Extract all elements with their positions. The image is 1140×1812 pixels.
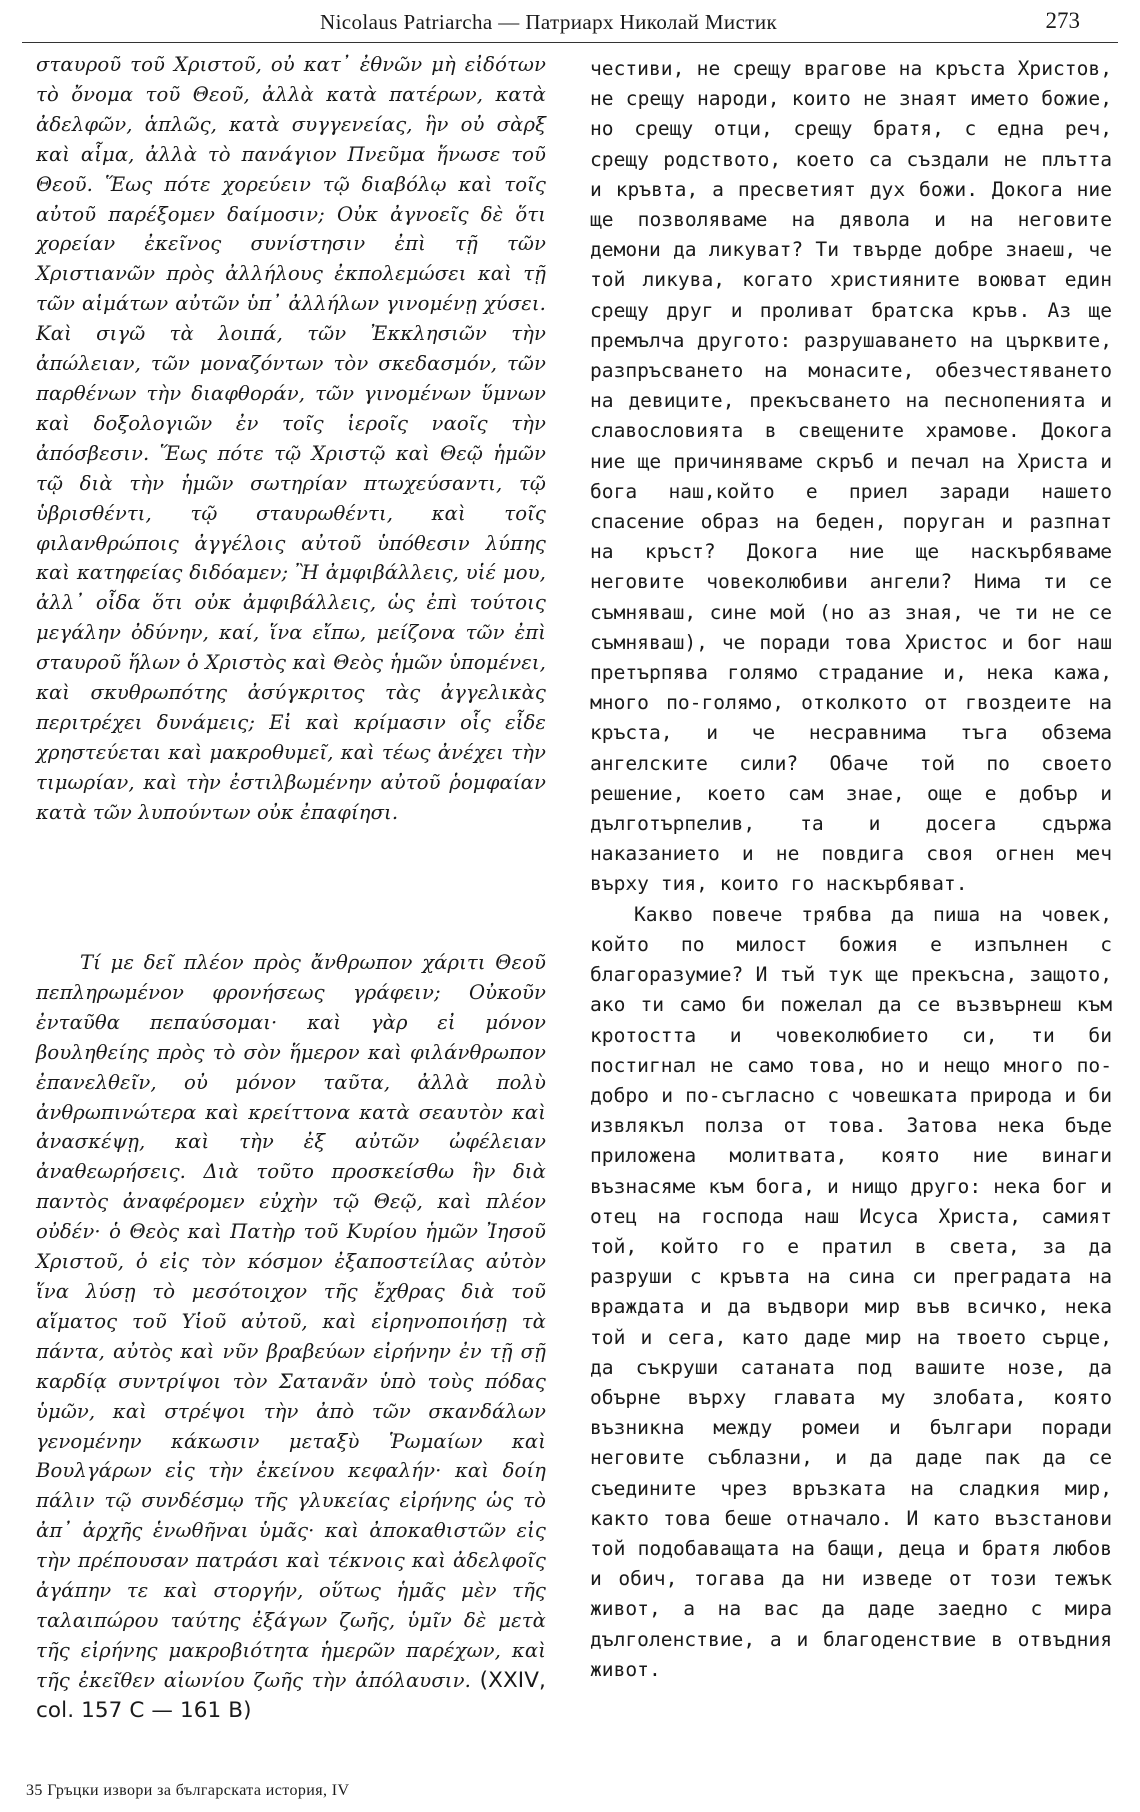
- running-title: Nicolaus Patriarcha — Патриарх Николай Мистик: [320, 10, 778, 34]
- greek-paragraph-2-text: Τί με δεῖ πλέον πρὸς ἄνθρωπον χάριτι Θεοῦ πεπληρωμένον φρονήσεως γράφειν; Οὐκοῦν ἐνταῦθα πεπαύσομαι· καὶ γὰρ εἰ μόνον βουληθείης πρὸς τὸ σὸν ἥμερον καὶ φιλάνθρωπον ἐπανελθεῖν, οὐ μόνον ταῦτα, ἀλλὰ πολὺ ἀνθρωπινώτερα καὶ κρείττονα κατὰ σεαυτὸν καὶ ἀνασκέψῃ, καὶ τὴν ἐξ αὐτῶν ὠφέλειαν ἀναθεωρήσεις. Διὰ τοῦτο προσκείσθω ἣν διὰ παντὸς ἀναφέρομεν εὐχὴν τῷ Θεῷ, καὶ πλέον οὐδέν· ὁ Θεὸς καὶ Πατὴρ τοῦ Κυρίου ἡμῶν Ἰησοῦ Χριστοῦ, ὁ εἰς τὸν κόσμον ἐξαποστείλας αὐτὸν ἵνα λύσῃ τὸ μεσότοιχον τῆς ἔχθρας διὰ τοῦ αἵματος τοῦ Υἱοῦ αὐτοῦ, καὶ εἰρηνοποιήσῃ τὰ πάντα, αὐτὸς καὶ νῦν βραβεύων εἰρήνην ἐν τῇ σῇ καρδίᾳ συντρίψοι τὸν Σατανᾶν ὑπὸ τοὺς πόδας ὑμῶν, καὶ στρέψοι τὴν ἀπὸ τῶν σκανδάλων γενομένην κάκωσιν μεταξὺ Ῥωμαίων καὶ Βουλγάρων εἰς τὴν ἐκείνου κεφαλήν· καὶ δοίη πάλιν τῷ συνδέσμῳ τῆς γλυκείας εἰρήνης ὡς τὸ ἀπ᾿ ἀρχῆς ἑνωθῆναι ὑμᾶς· καὶ ἀποκαθιστῶν εἰς τὴν πρέπουσαν πατράσι καὶ τέκνοις καὶ ἀδελφοῖς ἀγάπην τε καὶ στοργήν, οὕτως ἡμᾶς μὲν τῆς ταλαιπώρου ταύτης ἐξάγων ζωῆς, ὑμῖν δὲ μετὰ τῆς εἰρήνης μακροβιότητα ἡμερῶν παρέχων, καὶ τῆς ἐκεῖθεν αἰωνίου ζωῆς τὴν ἀπόλαυσιν.: [36, 951, 546, 1692]
- header-rule: [22, 42, 1118, 43]
- greek-paragraph-1: σταυροῦ τοῦ Χριστοῦ, οὐ κατ᾿ ἐθνῶν μὴ εἰδότων τὸ ὄνομα τοῦ Θεοῦ, ἀλλὰ κατὰ πατέρων, κατὰ ἀδελφῶν, ἁπλῶς, κατὰ συγγενείας, ἣν οὐ σὰρξ καὶ αἷμα, ἀλλὰ τὸ πανάγιον Πνεῦμα ἥνωσε τοῦ Θεοῦ. Ἕως πότε χορεύειν τῷ διαβόλῳ καὶ τοῖς αὐτοῦ παρέξομεν δαίμοσιν; Οὐκ ἀγνοεῖς δὲ ὅτι χορείαν ἐκεῖνος συνίστησιν ἐπὶ τῇ τῶν Χριστιανῶν πρὸς ἀλλήλους ἐκπολεμώσει καὶ τῇ τῶν αἱμάτων αὐτῶν ὑπ᾿ ἀλλήλων γινομένῃ χύσει. Καὶ σιγῶ τὰ λοιπά, τῶν Ἐκκλησιῶν τὴν ἀπώλειαν, τῶν μοναζόντων τὸν σκεδασμόν, τῶν παρθένων τὴν διαφθοράν, τῶν γινομένων ὕμνων καὶ δοξολογιῶν ἐν τοῖς ἱεροῖς ναοῖς τὴν ἀπόσβεσιν. Ἕως πότε τῷ Χριστῷ καὶ Θεῷ ἡμῶν τῷ διὰ τὴν ἡμῶν σωτηρίαν πτωχεύσαντι, τῷ ὑβρισθέντι, τῷ σταυρωθέντι, καὶ τοῖς φιλανθρώποις ἀγγέλοις αὐτοῦ ὑπόθεσιν λύπης καὶ κατηφείας διδόαμεν; Ἢ ἀμφιβάλλεις, υἱέ μου, ἀλλ᾿ οἶδα ὅτι οὐκ ἀμφιβάλλεις, ὡς ἐπὶ τούτοις μεγάλην ὀδύνην, καί, ἵνα εἴπω, μείζονα τῶν ἐπὶ σταυροῦ ἥλων ὁ Χριστὸς καὶ Θεὸς ἡμῶν ὑπομένει, καὶ σκυθρωπότης ἀσύγκριτος τὰς ἀγγελικὰς περιτρέχει δυνάμεις; Εἰ καὶ κρίμασιν οἷς εἶδε χρηστεύεται καὶ μακροθυμεῖ, καὶ τέως ἀνέχει τὴν τιμωρίαν, καὶ τὴν ἐστιλβωμένην αὐτοῦ ῥομφαίαν κατὰ τῶν λυπούντων οὐκ ἐπαφίησι.: [36, 53, 546, 824]
- greek-column-paragraph-2: [36, 948, 546, 1726]
- bulgarian-paragraph-1: честиви, не срещу врагове на кръста Христов, не срещу народи, които не знаят името божие, но срещу отци, срещу братя, с една реч, срещу родството, което са създали не плътта и кръвта, а пресветият дух божи. Докога ние ще позволяваме на дявола и на неговите демони да ликуват? Ти твърде добре знаеш, че той ликува, когато християните воюват един срещу друг и проливат братска кръв. Аз ще премълча другото: разрушаването на църквите, разпръсването на монасите, обезчестяването на девиците, прекъсването на песнопенията и славословията в свещените храмове. Докога ние ще причиняваме скръб и печал на Христа и бога наш,който е приел заради нашето спасение образ на беден, поруган и разпнат на кръст? Докога ние ще наскърбяваме неговите човеколюбиви ангели? Нима ти се съмняваш, сине мой (но аз зная, че ти не се съмняваш), че поради това Христос и бог наш претърпява голямо страдание и, нека кажа, много по-голямо, отколкото от гвоздеите на кръста, и че несравнима тъга обзема ангелските сили? Обаче той по своето решение, което сам знае, още е добър и дълготърпелив, та и досега сдържа наказанието и не повдига своя огнен меч върху тия, които го наскърбяват.: [590, 57, 1112, 896]
- running-header: [320, 6, 1080, 38]
- bulgarian-column: [590, 54, 1112, 1685]
- greek-paragraph-2: [36, 948, 546, 1726]
- page-number: 273: [1045, 8, 1080, 33]
- bulgarian-paragraph-2: Какво повече трябва да пиша на човек, който по милост божия е изпълнен с благоразумие? И тъй тук ще прекъсна, защото, ако ти само би пожелал да се възвърнеш към кротостта и човеколюбието си, ти би постигнал не само това, но и нещо много по-добро и по-съгласно с човешката природа и би извлякъл полза от това. Затова нека бъде приложена молитвата, която ние винаги възнасяме към бога, и нищо друго: нека бог и отец на господа наш Исуса Христа, самият той, който го е пратил в света, за да разруши с кръвта на сина си преградата на враждата и да въдвори мир във всичко, нека той и сега, като даде мир на твоето сърце, да съкруши сатаната под вашите нозе, да обърне върху главата му злобата, която възникна между ромеи и българи поради неговите съблазни, и да даде пак да се съедините чрез връзката на сладкия мир, както това беше отначало. И като възстанови той подобаващата на бащи, деца и братя любов и обич, тогава да ни изведе от този тежък живот, а на вас да даде заедно с мира дълголенствие, а и благоденствие в отвъдния живот.: [590, 902, 1112, 1681]
- greek-column-paragraph-1: [36, 50, 546, 828]
- signature-footer: 35 Гръцки извори за българската история, IV: [26, 1782, 350, 1799]
- source-citation: (XXIV, col. 157 C — 161 B): [36, 1667, 546, 1723]
